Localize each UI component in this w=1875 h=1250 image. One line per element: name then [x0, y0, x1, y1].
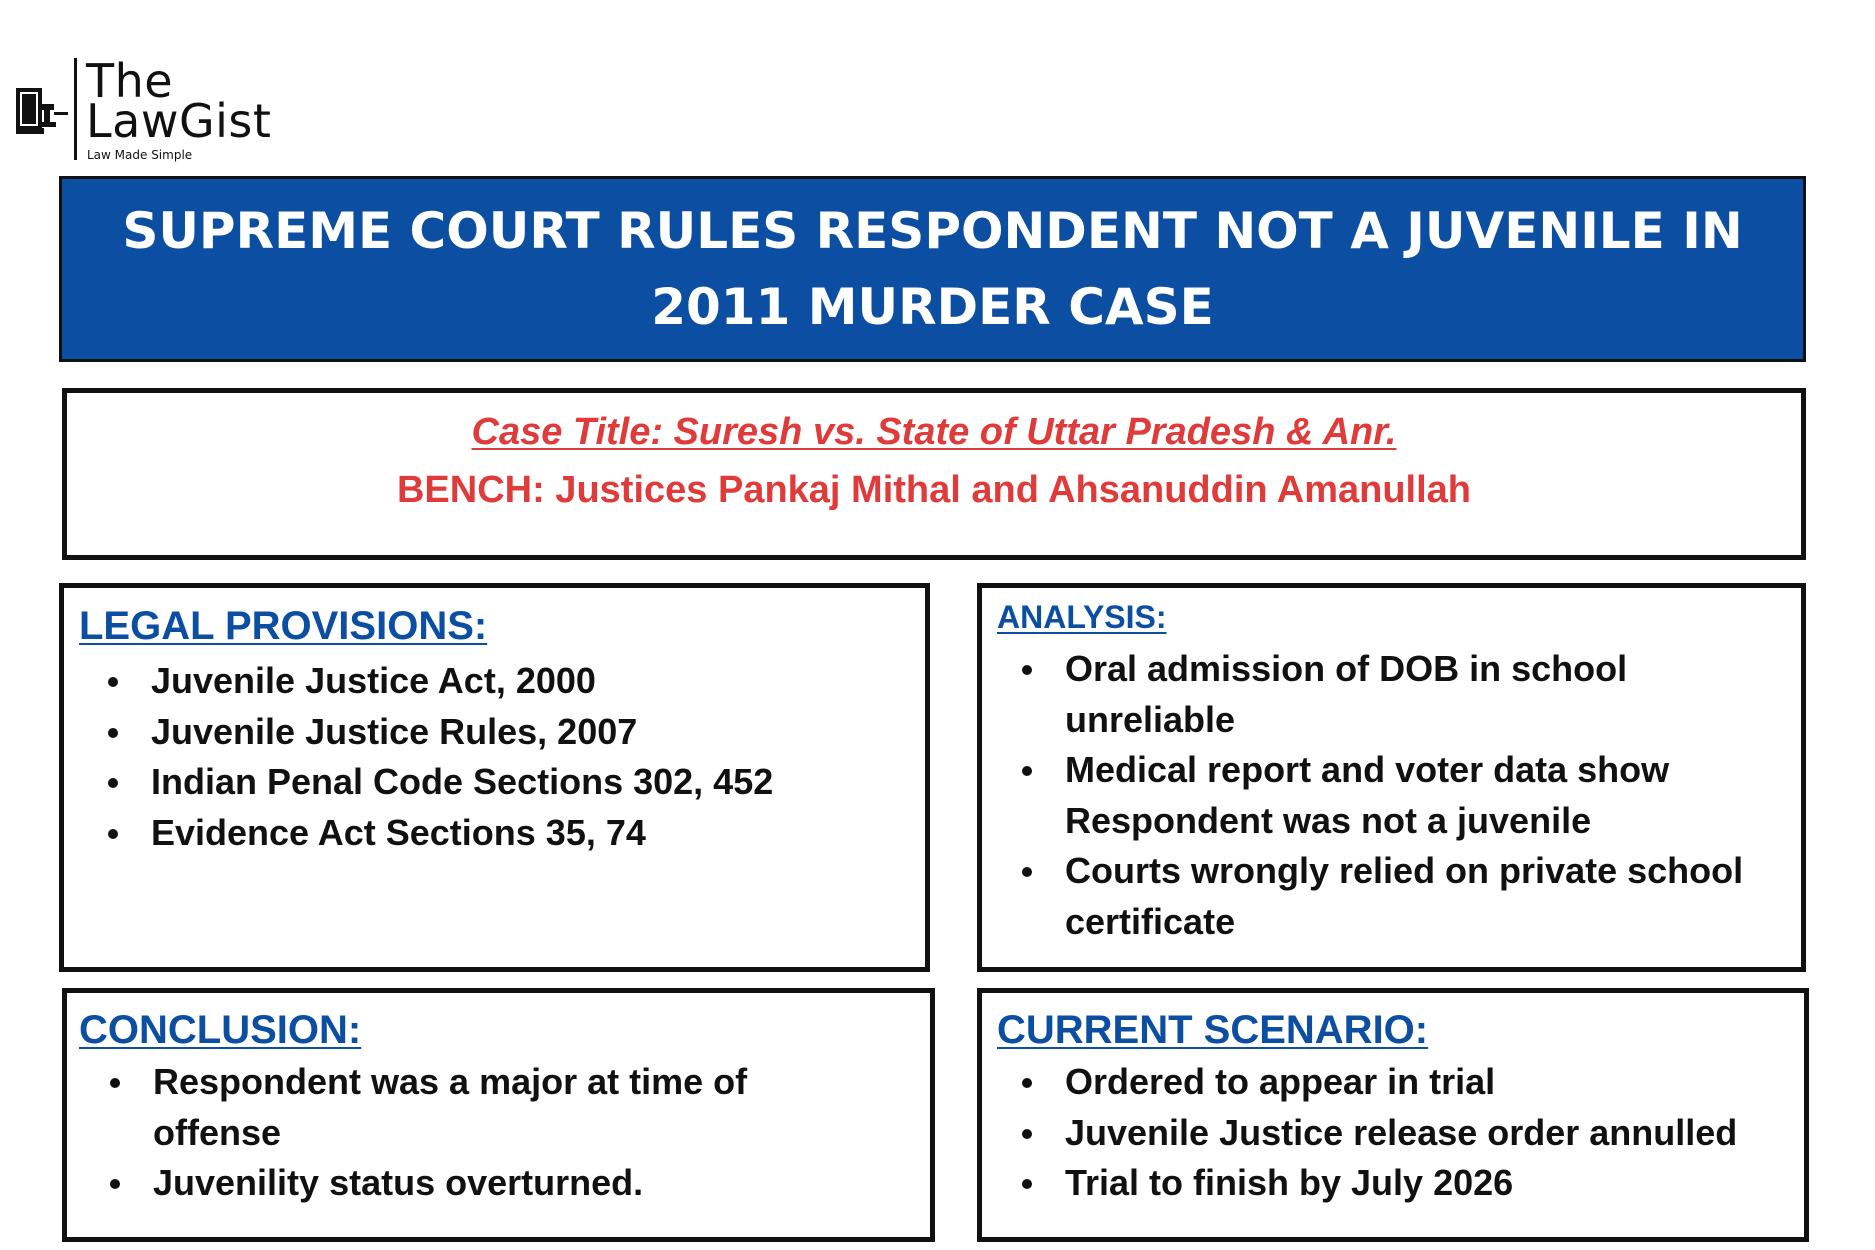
- list-item: Trial to finish by July 2026: [1001, 1158, 1794, 1209]
- logo-text-lawgist: LawGist: [86, 94, 272, 148]
- logo-text-the: The: [86, 54, 174, 108]
- list-item: Juvenile Justice Act, 2000: [87, 656, 915, 707]
- headline-title: SUPREME COURT RULES RESPONDENT NOT A JUVENILE IN 2011 MURDER CASE: [122, 202, 1743, 336]
- headline-banner: [59, 176, 1806, 362]
- analysis-heading: ANALYSIS:: [997, 599, 1167, 635]
- list-item: Evidence Act Sections 35, 74: [87, 808, 915, 859]
- conclusion-heading: CONCLUSION:: [79, 1008, 362, 1052]
- analysis-panel: [977, 583, 1806, 972]
- logo-divider: [74, 58, 77, 160]
- list-item: Respondent was a major at time of offense: [89, 1057, 870, 1158]
- case-title: Case Title: Suresh vs. State of Uttar Pradesh & Anr.: [471, 411, 1397, 453]
- current-scenario-heading: CURRENT SCENARIO:: [997, 1008, 1429, 1052]
- conclusion-panel: [62, 988, 935, 1242]
- list-item: Juvenile Justice release order annulled: [1001, 1108, 1794, 1159]
- current-scenario-panel: [977, 988, 1809, 1242]
- list-item: Juvenile Justice Rules, 2007: [87, 707, 915, 758]
- legal-provisions-heading: LEGAL PROVISIONS:: [79, 604, 488, 648]
- logo: [12, 54, 282, 166]
- case-bench: BENCH: Justices Pankaj Mithal and Ahsanuddin Amanullah: [396, 469, 1472, 511]
- law-book-gavel-icon: [12, 84, 68, 140]
- list-item: Juvenility status overturned.: [89, 1158, 870, 1209]
- legal-provisions-panel: [59, 583, 930, 972]
- list-item: Courts wrongly relied on private school certificate: [1001, 846, 1791, 947]
- list-item: Indian Penal Code Sections 302, 452: [87, 757, 915, 808]
- legal-provisions-list: [87, 656, 915, 858]
- case-info-box: [62, 388, 1806, 560]
- list-item: Ordered to appear in trial: [1001, 1057, 1794, 1108]
- logo-tagline: Law Made Simple: [87, 148, 193, 162]
- analysis-list: [1001, 644, 1791, 947]
- current-scenario-list: [1001, 1057, 1794, 1209]
- list-item: Oral admission of DOB in school unreliable: [1001, 644, 1791, 745]
- conclusion-list: [89, 1057, 870, 1209]
- list-item: Medical report and voter data show Respondent was not a juvenile: [1001, 745, 1791, 846]
